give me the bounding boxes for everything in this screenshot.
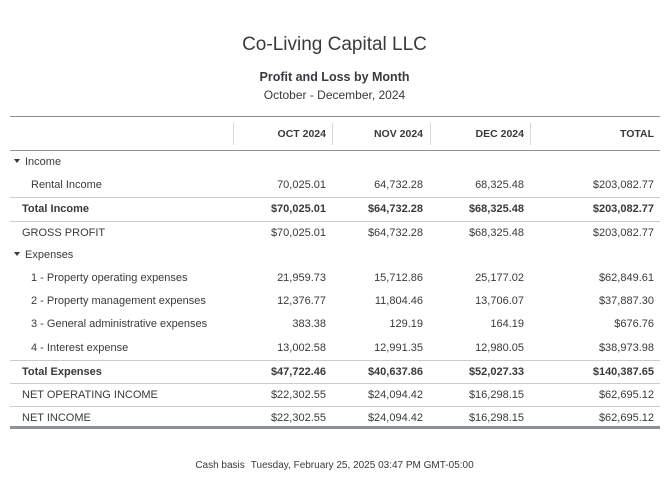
amount-cell[interactable]: $203,082.77 [592,203,654,216]
amount-cell[interactable]: $70,025.01 [270,226,326,239]
amount-cell[interactable]: $676.76 [614,318,654,331]
amount-cell[interactable]: 13,706.07 [475,295,524,308]
amount-cell[interactable]: 12,991.35 [374,341,423,354]
amount-cell[interactable]: 68,325.48 [475,179,524,192]
report-date-range: October - December, 2024 [263,88,406,102]
table-row-2-property-management-expenses [10,290,660,313]
amount-cell[interactable]: $203,082.77 [592,226,654,239]
accounting-basis: Cash basis [195,460,245,471]
row-label [22,198,89,221]
amount-cell[interactable]: $62,695.12 [598,388,654,401]
amount-cell[interactable]: 12,376.77 [277,295,326,308]
amount-cell[interactable]: 64,732.28 [374,179,423,192]
report-table [10,116,660,429]
report-title: Profit and Loss by Month [259,70,410,84]
column-header-total[interactable]: TOTAL [619,128,654,140]
amount-cell[interactable]: $16,298.15 [468,412,524,425]
report-footer [0,460,669,471]
row-label-text: Expenses [25,248,74,261]
row-label-text: Total Expenses [22,365,102,378]
section-row-income[interactable] [10,151,660,174]
row-label-text: NET OPERATING INCOME [22,388,158,401]
company-name: Co-Living Capital LLC [242,34,427,55]
amount-cell[interactable]: $62,695.12 [598,412,654,425]
caret-down-icon[interactable] [14,252,20,256]
amount-cell[interactable]: 383.38 [292,318,326,331]
caret-down-icon[interactable] [14,159,20,163]
table-row-rental-income [10,174,660,197]
amount-cell[interactable]: $24,094.42 [367,412,423,425]
amount-cell[interactable]: 11,804.46 [374,295,423,308]
amount-cell[interactable]: 70,025.01 [277,179,326,192]
amount-cell[interactable]: $64,732.28 [367,203,423,216]
amount-cell[interactable]: $38,973.98 [598,341,654,354]
amount-cell[interactable]: $24,094.42 [367,388,423,401]
table-row-gross-profit [10,221,660,244]
row-label-text: GROSS PROFIT [22,226,106,239]
amount-cell[interactable]: $37,887.30 [598,295,654,308]
column-header-oct-2024[interactable]: OCT 2024 [277,128,326,140]
amount-cell[interactable]: $70,025.01 [270,203,326,216]
row-label [22,384,158,407]
table-row-1-property-operating-expenses [10,267,660,290]
row-label [31,267,188,290]
row-label-text: Income [25,156,62,168]
table-body [10,151,660,429]
table-row-total-income [10,197,660,220]
row-label-text: 2 - Property management expenses [31,295,206,308]
row-label [31,290,206,313]
table-row-net-operating-income [10,383,660,406]
column-header-nov-2024[interactable]: NOV 2024 [373,128,423,140]
row-label-text: 1 - Property operating expenses [31,271,188,284]
row-label [31,313,207,336]
row-label-text: Rental Income [31,179,102,192]
row-label [14,151,61,174]
amount-cell[interactable]: $52,027.33 [468,365,524,378]
amount-cell[interactable]: 15,712.86 [374,271,423,284]
amount-cell[interactable]: $62,849.61 [598,271,654,284]
amount-cell[interactable]: $64,732.28 [367,226,423,239]
amount-cell[interactable]: 13,002.58 [277,341,326,354]
amount-cell[interactable]: 129.19 [389,318,423,331]
amount-cell[interactable]: 25,177.02 [475,271,524,284]
table-row-net-income [10,406,660,429]
amount-cell[interactable]: $47,722.46 [270,365,326,378]
row-label-text: Total Income [22,203,90,216]
table-row-total-expenses [10,360,660,383]
amount-cell[interactable]: $68,325.48 [468,203,524,216]
report-timestamp: Tuesday, February 25, 2025 03:47 PM GMT-05:00 [250,460,474,471]
amount-cell[interactable]: $68,325.48 [468,226,524,239]
row-label-text: 3 - General administrative expenses [31,318,208,331]
row-label-text: NET INCOME [22,412,91,425]
row-label [22,361,102,384]
amount-cell[interactable]: $16,298.15 [468,388,524,401]
amount-cell[interactable]: $140,387.65 [592,365,654,378]
amount-cell[interactable]: $40,637.86 [367,365,423,378]
amount-cell[interactable]: $203,082.77 [592,179,654,192]
row-label [31,174,102,197]
row-label [14,244,73,267]
amount-cell[interactable]: 164.19 [490,318,524,331]
amount-cell[interactable]: $22,302.55 [270,388,326,401]
row-label-text: 4 - Interest expense [31,341,129,354]
amount-cell[interactable]: $22,302.55 [270,412,326,425]
row-label [22,222,105,245]
table-row-3-general-administrative-expenses [10,313,660,336]
amount-cell[interactable]: 12,980.05 [475,341,524,354]
table-row-4-interest-expense [10,337,660,360]
section-row-expenses[interactable] [10,244,660,267]
amount-cell[interactable]: 21,959.73 [277,271,326,284]
row-label [22,407,91,430]
column-header-dec-2024[interactable]: DEC 2024 [475,128,524,140]
row-label [31,337,128,360]
table-header-row [10,117,660,151]
